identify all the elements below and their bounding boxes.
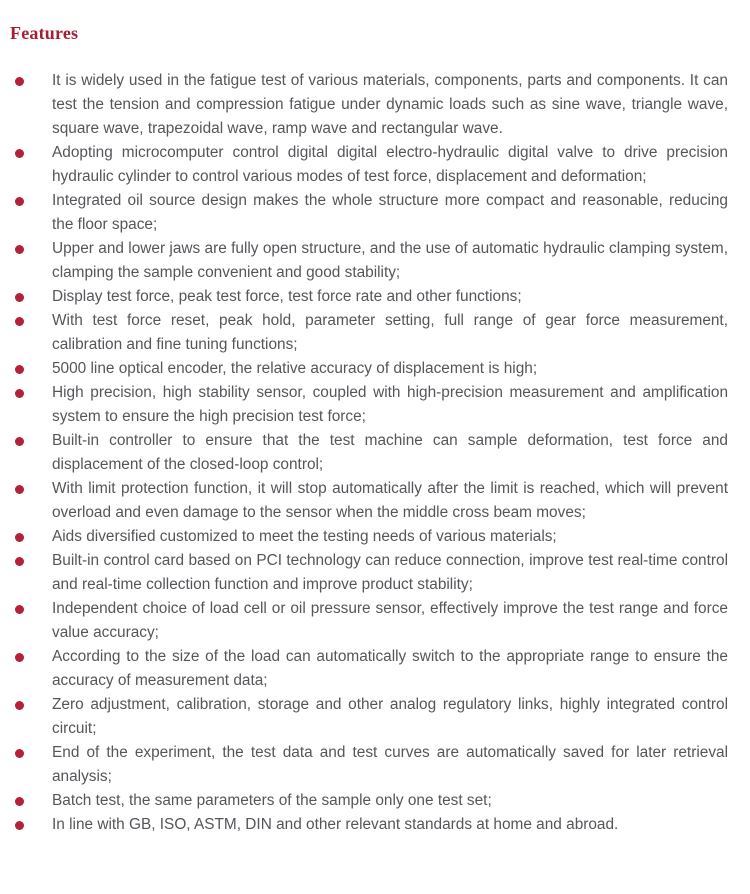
bullet-icon <box>15 485 24 494</box>
bullet-icon <box>15 245 24 254</box>
list-item-text: Adopting microcomputer control digital digital electro-hydraulic digital valve to drive precision hydraulic cylinder to control various modes of test force, displacement and deformation; <box>52 144 728 185</box>
bullet-icon <box>15 701 24 710</box>
list-item <box>52 69 728 141</box>
list-item-text: Built-in controller to ensure that the test machine can sample deformation, test force and displacement of the closed-loop control; <box>52 432 728 473</box>
bullet-icon <box>15 389 24 398</box>
features-list <box>0 69 750 837</box>
list-item-text: 5000 line optical encoder, the relative accuracy of displacement is high; <box>52 360 538 377</box>
list-item <box>52 141 728 189</box>
list-item-text: End of the experiment, the test data and test curves are automatically saved for later retrieval analysis; <box>52 744 728 785</box>
list-item <box>52 525 728 549</box>
list-item <box>52 693 728 741</box>
bullet-icon <box>15 797 24 806</box>
list-item-text: Built-in control card based on PCI technology can reduce connection, improve test real-time control and real-time collection function and improve product stability; <box>52 552 728 593</box>
list-item <box>52 597 728 645</box>
list-item <box>52 285 728 309</box>
list-item-text: It is widely used in the fatigue test of various materials, components, parts and components. It can test the tension and compression fatigue under dynamic loads such as sine wave, triangle wave, square wave, trapezoidal wave, ramp wave and rectangular wave. <box>52 72 728 137</box>
list-item <box>52 813 728 837</box>
bullet-icon <box>15 653 24 662</box>
bullet-icon <box>15 317 24 326</box>
list-item-text: In line with GB, ISO, ASTM, DIN and other relevant standards at home and abroad. <box>52 816 619 833</box>
list-item-text: Display test force, peak test force, test force rate and other functions; <box>52 288 522 305</box>
list-item-text: Zero adjustment, calibration, storage and other analog regulatory links, highly integrated control circuit; <box>52 696 728 737</box>
bullet-icon <box>15 533 24 542</box>
list-item <box>52 549 728 597</box>
bullet-icon <box>15 821 24 830</box>
section-heading: Features <box>10 23 79 43</box>
bullet-icon <box>15 197 24 206</box>
bullet-icon <box>15 749 24 758</box>
list-item <box>52 789 728 813</box>
list-item <box>52 309 728 357</box>
list-item-text: Integrated oil source design makes the whole structure more compact and reasonable, reducing the floor space; <box>52 192 728 233</box>
list-item-text: Batch test, the same parameters of the sample only one test set; <box>52 792 492 809</box>
list-item-text: Aids diversified customized to meet the testing needs of various materials; <box>52 528 557 545</box>
bullet-icon <box>15 605 24 614</box>
list-item-text: High precision, high stability sensor, coupled with high-precision measurement and amplification system to ensure the high precision test force; <box>52 384 728 425</box>
list-item <box>52 477 728 525</box>
bullet-icon <box>15 437 24 446</box>
list-item-text: Independent choice of load cell or oil pressure sensor, effectively improve the test range and force value accuracy; <box>52 600 728 641</box>
list-item <box>52 429 728 477</box>
list-item <box>52 645 728 693</box>
list-item <box>52 237 728 285</box>
bullet-icon <box>15 77 24 86</box>
bullet-icon <box>15 365 24 374</box>
list-item <box>52 189 728 237</box>
list-item-text: Upper and lower jaws are fully open structure, and the use of automatic hydraulic clamping system, clamping the sample convenient and good stability; <box>52 240 728 281</box>
list-item-text: With limit protection function, it will stop automatically after the limit is reached, which will prevent overload and even damage to the sensor when the middle cross beam moves; <box>52 480 728 521</box>
list-item <box>52 741 728 789</box>
list-item <box>52 381 728 429</box>
list-item-text: According to the size of the load can automatically switch to the appropriate range to ensure the accuracy of measurement data; <box>52 648 728 689</box>
bullet-icon <box>15 149 24 158</box>
bullet-icon <box>15 557 24 566</box>
bullet-icon <box>15 293 24 302</box>
list-item-text: With test force reset, peak hold, parameter setting, full range of gear force measurement, calibration and fine tuning functions; <box>52 312 728 353</box>
list-item <box>52 357 728 381</box>
